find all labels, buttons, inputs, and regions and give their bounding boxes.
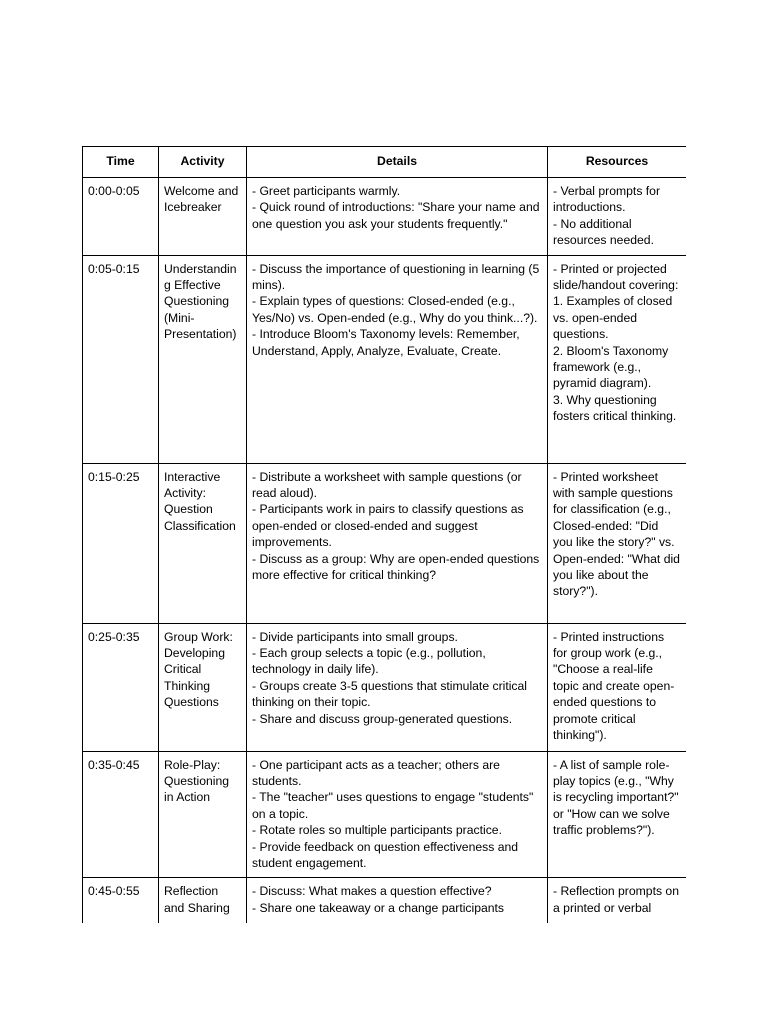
cell-resources [548, 623, 687, 751]
header-activity: Activity [159, 147, 247, 178]
details-line: - Each group selects a topic (e.g., pollution, technology in daily life). [252, 646, 486, 677]
table-row [83, 623, 687, 751]
cell-activity: Understanding Effective Questioning (Mini-Presentation) [159, 255, 247, 463]
details-line: - One participant acts as a teacher; others are students. [252, 757, 500, 789]
details-line: - Rotate roles so multiple participants practice. [252, 823, 502, 838]
details-line: - The "teacher" uses questions to engage "students" on a topic. [252, 790, 534, 821]
cell-activity: Welcome and Icebreaker [159, 178, 247, 256]
resources-line: 3. Why questioning fosters critical thinking. [553, 392, 677, 424]
details-line: - Explain types of questions: Closed-ended (e.g., Yes/No) vs. Open-ended (e.g., Why do you think...?). [252, 294, 538, 325]
cell-resources [548, 463, 687, 623]
table-row [83, 878, 687, 923]
resources-line: 2. Bloom's Taxonomy framework (e.g., pyramid diagram). [553, 343, 669, 391]
details-line: - Distribute a worksheet with sample questions (or read aloud). [252, 469, 522, 501]
cell-details [247, 178, 548, 256]
header-time: Time [83, 147, 159, 178]
details-line: - Greet participants warmly. [252, 184, 401, 198]
header-resources: Resources [548, 147, 687, 178]
details-line: - Quick round of introductions: "Share your name and one question you ask your students frequently." [252, 200, 540, 231]
details-line: - Share one takeaway or a change participants [252, 900, 505, 915]
cell-time: 0:05-0:15 [83, 255, 159, 463]
resources-line: - Verbal prompts for introductions. [553, 184, 661, 215]
table-row [83, 751, 687, 878]
cell-time: 0:45-0:55 [83, 878, 159, 923]
cell-time: 0:25-0:35 [83, 623, 159, 751]
cell-resources [548, 178, 687, 256]
cell-details [247, 623, 548, 751]
details-line: - Groups create 3-5 questions that stimulate critical thinking on their topic. [252, 678, 528, 710]
cell-resources [548, 255, 687, 463]
cell-resources [548, 878, 687, 923]
cell-time: 0:35-0:45 [83, 751, 159, 878]
resources-line: 1. Examples of closed vs. open-ended questions. [553, 294, 673, 342]
cell-details [247, 463, 548, 623]
details-line: - Discuss the importance of questioning in learning (5 mins). [252, 261, 540, 293]
resources-line: - No additional resources needed. [553, 216, 654, 248]
resources-line: - Reflection prompts on a printed or verbal [553, 884, 679, 915]
cell-time: 0:00-0:05 [83, 178, 159, 256]
table-row [83, 463, 687, 623]
cell-activity: Role-Play: Questioning in Action [159, 751, 247, 878]
resources-line: - A list of sample role-play topics (e.g., "Why is recycling important?" or "How can we solve traffic problems?"). [553, 757, 679, 838]
cell-resources [548, 751, 687, 878]
cell-activity: Group Work: Developing Critical Thinking Questions [159, 623, 247, 751]
resources-line: - Printed worksheet with sample questions for classification (e.g., Closed-ended: "Did you like the story?" vs. Open-ended: "What did you like about the story?"). [553, 469, 680, 599]
table-row [83, 178, 687, 256]
details-line: - Divide participants into small groups. [252, 629, 458, 644]
details-line: - Introduce Bloom's Taxonomy levels: Remember, Understand, Apply, Analyze, Evaluate, Create. [252, 327, 520, 358]
details-line: - Discuss as a group: Why are open-ended questions more effective for critical thinking? [252, 551, 540, 583]
table-row [83, 255, 687, 463]
schedule-table [82, 146, 686, 923]
details-line: - Participants work in pairs to classify questions as open-ended or closed-ended and suggest improvements. [252, 502, 524, 550]
cell-activity: Reflection and Sharing [159, 878, 247, 923]
cell-details [247, 878, 548, 923]
details-line: - Discuss: What makes a question effective? [252, 884, 492, 899]
schedule-table-container [82, 146, 686, 923]
details-line: - Provide feedback on question effectiveness and student engagement. [252, 839, 519, 871]
table-header-row [83, 147, 687, 178]
resources-line: - Printed or projected slide/handout covering: [553, 261, 679, 293]
cell-details [247, 255, 548, 463]
cell-activity: Interactive Activity: Question Classification [159, 463, 247, 623]
resources-line: - Printed instructions for group work (e.g., "Choose a real-life topic and create open-ended questions to promote critical thinking"). [553, 629, 675, 743]
cell-details [247, 751, 548, 878]
header-details: Details [247, 147, 548, 178]
cell-time: 0:15-0:25 [83, 463, 159, 623]
details-line: - Share and discuss group-generated questions. [252, 711, 513, 726]
